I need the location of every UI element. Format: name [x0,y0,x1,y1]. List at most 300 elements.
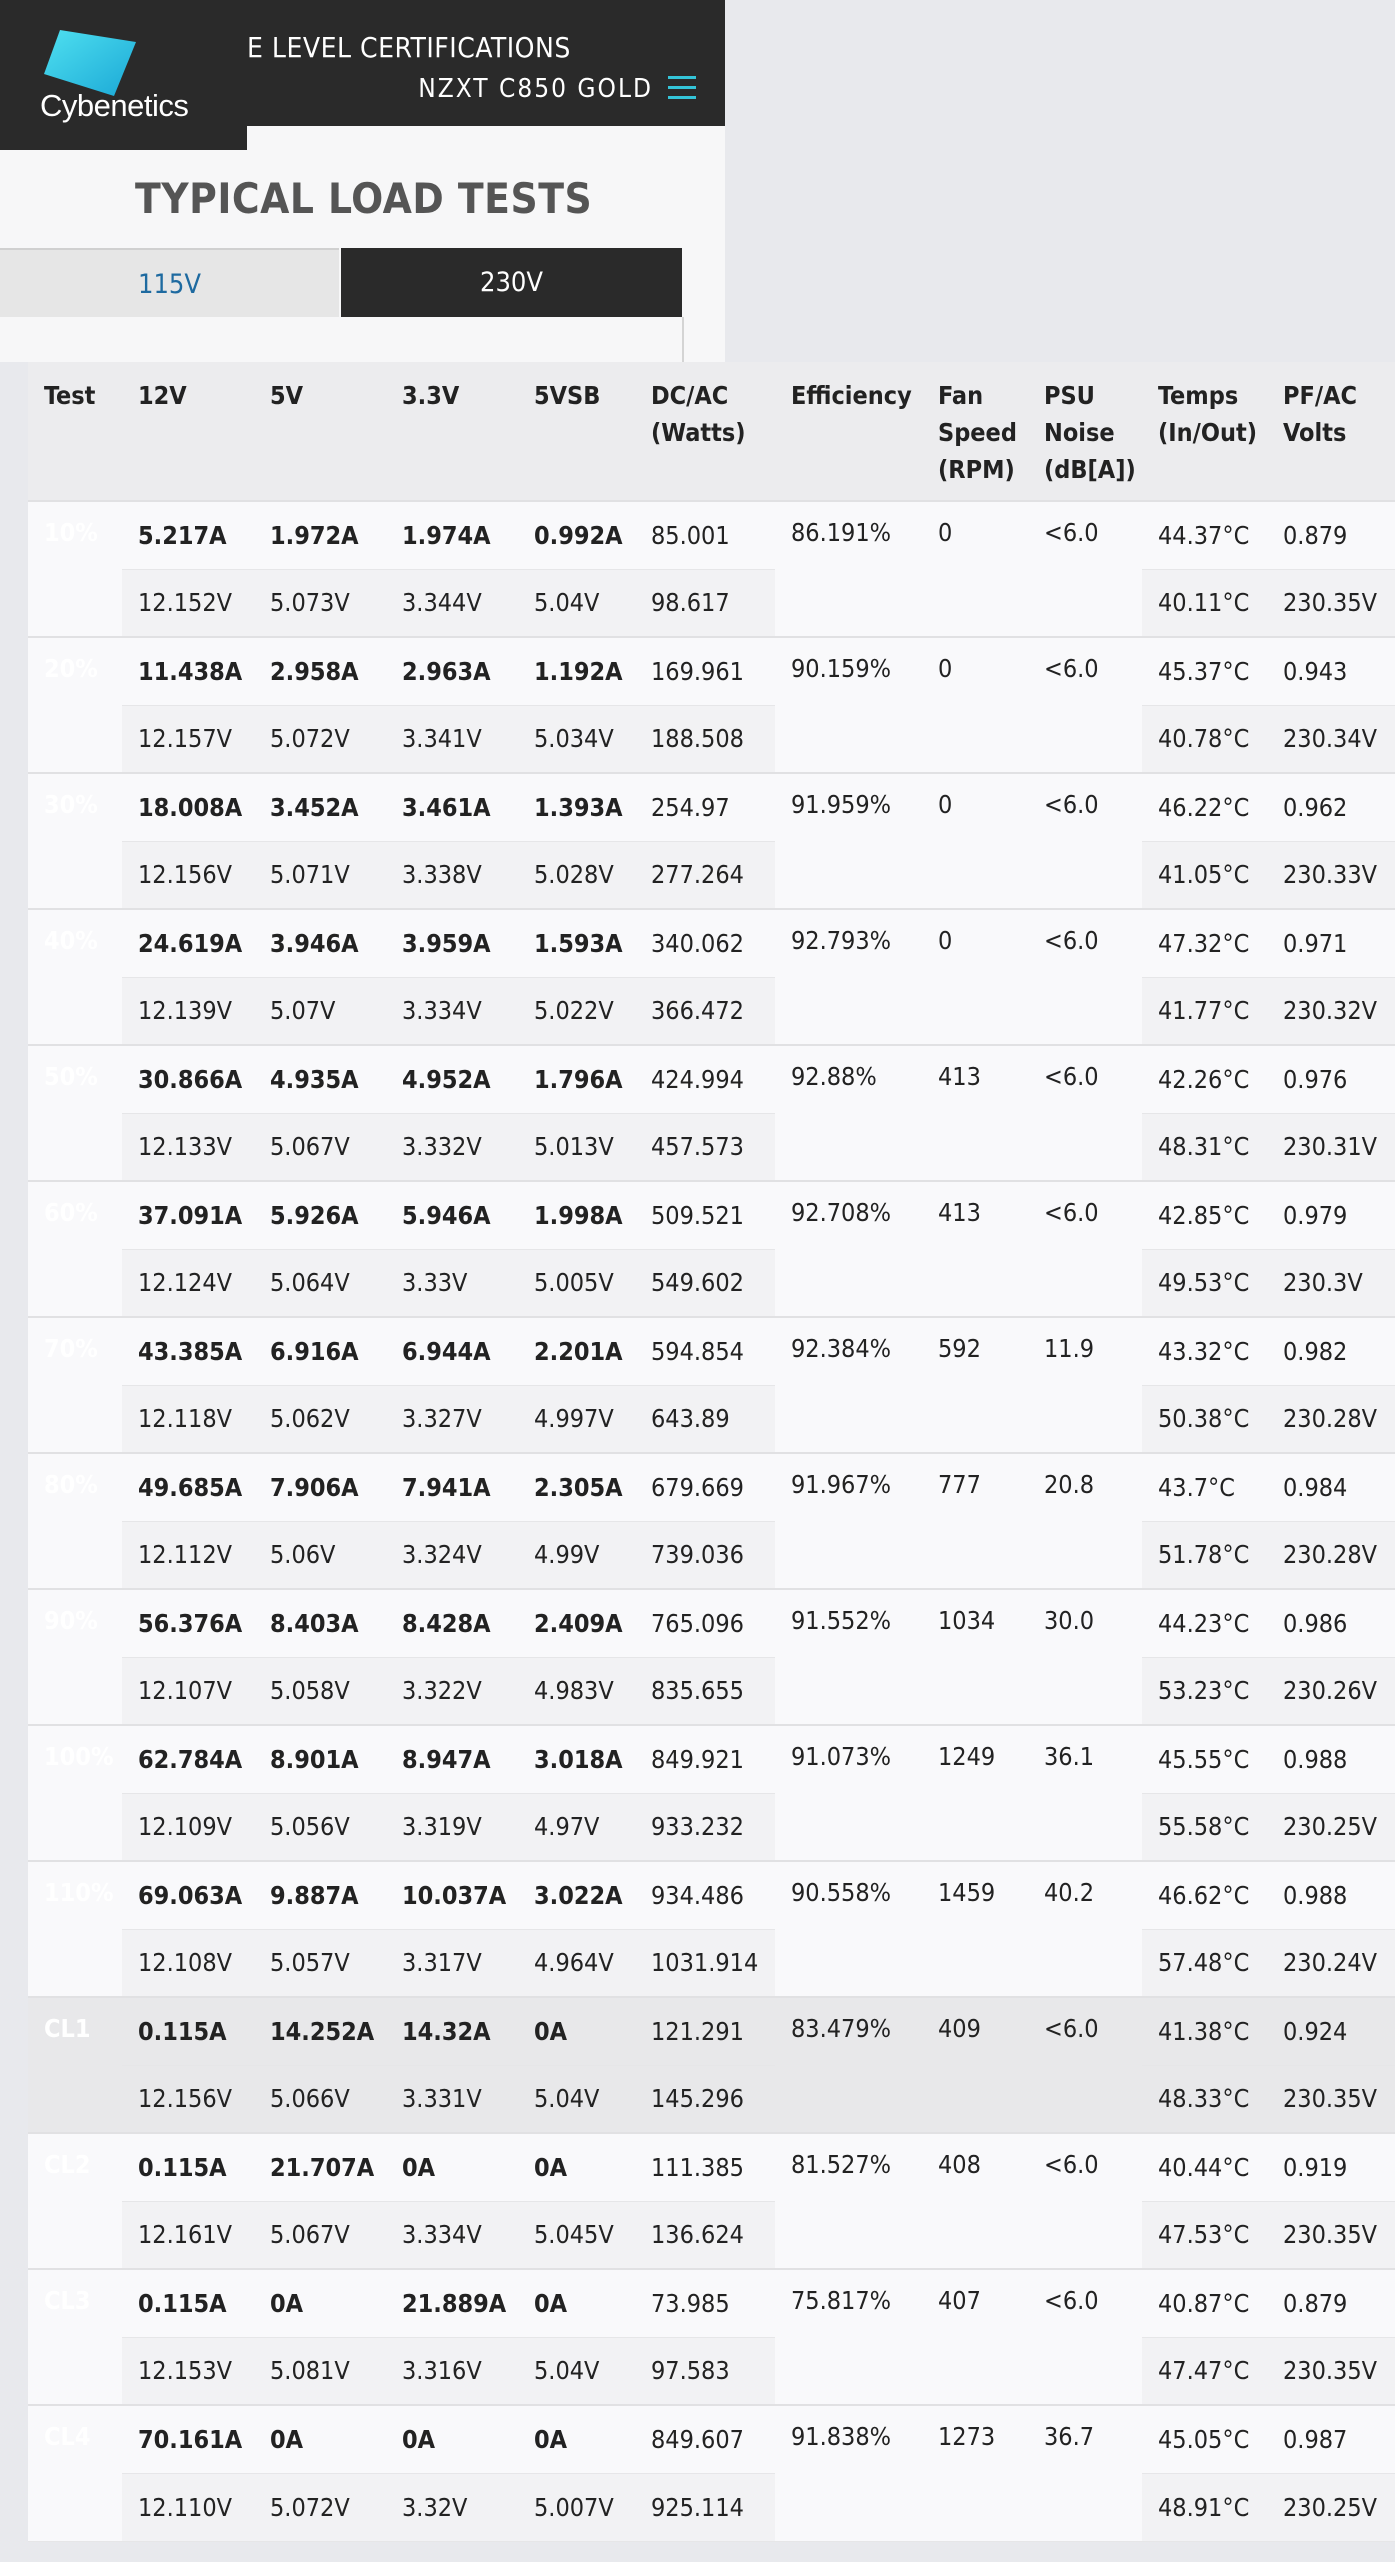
cell-dc: 424.994 [635,1045,775,1113]
cell-amp12: 0.115A [122,2133,254,2201]
cell-noise: 20.8 [1028,1453,1142,1589]
cell-acv: 230.34V [1267,705,1395,773]
cell-test: 100% [28,1725,122,1861]
cell-v5sb: 4.997V [518,1385,635,1453]
cell-v5: 5.062V [254,1385,386,1453]
cell-tout: 40.11°C [1142,569,1267,637]
col-header-5v: 5V [254,362,386,501]
cell-ac: 457.573 [635,1113,775,1181]
cell-fan: 413 [922,1045,1028,1181]
cell-eff: 83.479% [775,1997,922,2133]
cell-pf: 0.924 [1267,1997,1395,2065]
cell-acv: 230.24V [1267,1929,1395,1997]
cell-dc: 73.985 [635,2269,775,2337]
cell-noise: <6.0 [1028,637,1142,773]
cell-amp5: 3.452A [254,773,386,841]
table-row [28,773,1395,841]
cell-acv: 230.3V [1267,1249,1395,1317]
cell-eff: 90.558% [775,1861,922,1997]
cell-amp5: 5.926A [254,1181,386,1249]
cell-ac: 549.602 [635,1249,775,1317]
cell-test: 70% [28,1317,122,1453]
cell-amp5sb: 3.022A [518,1861,635,1929]
cell-v12: 12.118V [122,1385,254,1453]
cell-tout: 40.78°C [1142,705,1267,773]
cell-v12: 12.112V [122,1521,254,1589]
cell-acv: 230.26V [1267,1657,1395,1725]
table-row [28,977,1395,1045]
cell-amp12: 69.063A [122,1861,254,1929]
cell-pf: 0.982 [1267,1317,1395,1385]
cell-noise: <6.0 [1028,1997,1142,2133]
cell-pf: 0.962 [1267,773,1395,841]
cell-v5: 5.073V [254,569,386,637]
cell-eff: 91.552% [775,1589,922,1725]
cell-v5sb: 5.007V [518,2473,635,2541]
cell-tin: 45.37°C [1142,637,1267,705]
cell-test: 80% [28,1453,122,1589]
cell-tout: 48.91°C [1142,2473,1267,2541]
cell-eff: 81.527% [775,2133,922,2269]
cell-v5: 5.072V [254,2473,386,2541]
cell-tout: 57.48°C [1142,1929,1267,1997]
cell-eff: 91.959% [775,773,922,909]
cell-amp12: 43.385A [122,1317,254,1385]
cell-pf: 0.919 [1267,2133,1395,2201]
cell-amp5sb: 2.409A [518,1589,635,1657]
cell-amp12: 56.376A [122,1589,254,1657]
cell-v5: 5.067V [254,2201,386,2269]
logo[interactable] [0,0,247,150]
cell-v12: 12.153V [122,2337,254,2405]
cell-v5: 5.072V [254,705,386,773]
cell-v5: 5.067V [254,1113,386,1181]
cell-v5sb: 5.005V [518,1249,635,1317]
cell-v5: 5.071V [254,841,386,909]
cell-test: CL3 [28,2269,122,2405]
table-row [28,1249,1395,1317]
cell-amp5sb: 1.393A [518,773,635,841]
cell-tin: 44.23°C [1142,1589,1267,1657]
cell-fan: 0 [922,637,1028,773]
cell-tin: 42.26°C [1142,1045,1267,1113]
cell-v12: 12.110V [122,2473,254,2541]
table-header-row [28,362,1395,501]
cell-amp5sb: 3.018A [518,1725,635,1793]
cell-fan: 409 [922,1997,1028,2133]
cell-amp12: 18.008A [122,773,254,841]
cell-amp12: 5.217A [122,501,254,569]
cell-amp5: 8.403A [254,1589,386,1657]
cell-noise: <6.0 [1028,1045,1142,1181]
cell-v5sb: 5.034V [518,705,635,773]
cell-ac: 366.472 [635,977,775,1045]
cell-v5sb: 5.028V [518,841,635,909]
cell-ac: 643.89 [635,1385,775,1453]
cell-amp33: 8.428A [386,1589,518,1657]
cell-ac: 98.617 [635,569,775,637]
table-row [28,569,1395,637]
cell-tin: 44.37°C [1142,501,1267,569]
cell-test: 110% [28,1861,122,1997]
table-row [28,705,1395,773]
cell-tout: 47.53°C [1142,2201,1267,2269]
cell-v12: 12.108V [122,1929,254,1997]
cell-amp33: 5.946A [386,1181,518,1249]
cell-tout: 49.53°C [1142,1249,1267,1317]
table-row [28,1997,1395,2065]
cell-amp33: 7.941A [386,1453,518,1521]
cell-acv: 230.35V [1267,2065,1395,2133]
cell-v12: 12.152V [122,569,254,637]
cell-v5: 5.064V [254,1249,386,1317]
cell-amp5sb: 0.992A [518,501,635,569]
cell-fan: 0 [922,773,1028,909]
cell-amp5: 4.935A [254,1045,386,1113]
cell-v5: 5.056V [254,1793,386,1861]
logo-text: Cybenetics [40,88,189,123]
cell-tin: 42.85°C [1142,1181,1267,1249]
cell-ac: 835.655 [635,1657,775,1725]
cell-eff: 86.191% [775,501,922,637]
cell-amp5: 0A [254,2269,386,2337]
cell-amp12: 70.161A [122,2405,254,2473]
cell-eff: 91.073% [775,1725,922,1861]
cell-amp12: 30.866A [122,1045,254,1113]
cell-tin: 41.38°C [1142,1997,1267,2065]
col-header-3v3: 3.3V [386,362,518,501]
cell-amp5: 7.906A [254,1453,386,1521]
cell-v12: 12.161V [122,2201,254,2269]
cell-amp33: 1.974A [386,501,518,569]
col-header-pf-ac: PF/AC Volts [1267,362,1395,501]
cell-acv: 230.32V [1267,977,1395,1045]
cell-tout: 50.38°C [1142,1385,1267,1453]
cell-fan: 408 [922,2133,1028,2269]
cell-v33: 3.316V [386,2337,518,2405]
cell-dc: 849.607 [635,2405,775,2473]
table-row [28,2269,1395,2337]
cell-v33: 3.33V [386,1249,518,1317]
table-row [28,1181,1395,1249]
cell-ac: 277.264 [635,841,775,909]
cell-dc: 169.961 [635,637,775,705]
cell-amp33: 6.944A [386,1317,518,1385]
cell-amp33: 0A [386,2405,518,2473]
hamburger-menu-icon[interactable] [668,76,696,100]
cell-tout: 47.47°C [1142,2337,1267,2405]
cell-v5sb: 5.022V [518,977,635,1045]
cell-eff: 92.708% [775,1181,922,1317]
cell-amp12: 24.619A [122,909,254,977]
cell-noise: 36.7 [1028,2405,1142,2541]
cell-v12: 12.157V [122,705,254,773]
cell-amp5sb: 1.796A [518,1045,635,1113]
cell-tin: 47.32°C [1142,909,1267,977]
table-row [28,2133,1395,2201]
table-row [28,1453,1395,1521]
cell-v33: 3.319V [386,1793,518,1861]
cell-amp12: 49.685A [122,1453,254,1521]
divider [682,317,684,362]
cell-v33: 3.344V [386,569,518,637]
table-row [28,1317,1395,1385]
cell-tin: 43.7°C [1142,1453,1267,1521]
cell-pf: 0.979 [1267,1181,1395,1249]
cell-v5sb: 5.04V [518,2065,635,2133]
cell-amp33: 4.952A [386,1045,518,1113]
cell-pf: 0.879 [1267,2269,1395,2337]
cell-v33: 3.334V [386,977,518,1045]
cell-tin: 40.87°C [1142,2269,1267,2337]
cell-amp5sb: 1.998A [518,1181,635,1249]
cell-fan: 0 [922,501,1028,637]
cell-dc: 509.521 [635,1181,775,1249]
cell-v5: 5.06V [254,1521,386,1589]
cell-amp5: 9.887A [254,1861,386,1929]
cell-pf: 0.943 [1267,637,1395,705]
cell-fan: 0 [922,909,1028,1045]
cell-tin: 45.55°C [1142,1725,1267,1793]
cell-noise: 36.1 [1028,1725,1142,1861]
col-header-5vsb: 5VSB [518,362,635,501]
table-row [28,1521,1395,1589]
cell-ac: 188.508 [635,705,775,773]
cell-v12: 12.109V [122,1793,254,1861]
cell-noise: <6.0 [1028,501,1142,637]
cell-noise: <6.0 [1028,2133,1142,2269]
cell-tin: 40.44°C [1142,2133,1267,2201]
cell-eff: 90.159% [775,637,922,773]
table-row [28,1385,1395,1453]
cell-pf: 0.879 [1267,501,1395,569]
cell-ac: 97.583 [635,2337,775,2405]
table-row [28,1589,1395,1657]
cell-dc: 111.385 [635,2133,775,2201]
cell-eff: 75.817% [775,2269,922,2405]
cell-noise: 11.9 [1028,1317,1142,1453]
cell-v33: 3.332V [386,1113,518,1181]
cell-dc: 254.97 [635,773,775,841]
cell-tin: 46.22°C [1142,773,1267,841]
cell-fan: 592 [922,1317,1028,1453]
cell-tin: 45.05°C [1142,2405,1267,2473]
cell-pf: 0.984 [1267,1453,1395,1521]
cell-noise: <6.0 [1028,909,1142,1045]
cell-v12: 12.133V [122,1113,254,1181]
tab-230v[interactable]: 230V [341,248,682,317]
table-row [28,1725,1395,1793]
cell-amp5sb: 1.593A [518,909,635,977]
cell-ac: 925.114 [635,2473,775,2541]
col-header-test: Test [28,362,122,501]
cell-dc: 765.096 [635,1589,775,1657]
cell-pf: 0.988 [1267,1861,1395,1929]
cell-amp5: 14.252A [254,1997,386,2065]
cell-pf: 0.971 [1267,909,1395,977]
table-row [28,1113,1395,1181]
table-row [28,2065,1395,2133]
cell-acv: 230.35V [1267,2337,1395,2405]
cell-test: CL2 [28,2133,122,2269]
cell-pf: 0.976 [1267,1045,1395,1113]
cell-ac: 739.036 [635,1521,775,1589]
cell-acv: 230.28V [1267,1521,1395,1589]
cell-v5sb: 4.964V [518,1929,635,1997]
cell-dc: 340.062 [635,909,775,977]
cell-v12: 12.107V [122,1657,254,1725]
cell-amp5sb: 2.201A [518,1317,635,1385]
table-row [28,841,1395,909]
cell-amp5: 6.916A [254,1317,386,1385]
cell-amp12: 37.091A [122,1181,254,1249]
cell-v12: 12.156V [122,841,254,909]
cell-tout: 53.23°C [1142,1657,1267,1725]
cell-v5sb: 5.013V [518,1113,635,1181]
cell-test: 50% [28,1045,122,1181]
cell-amp5sb: 0A [518,2405,635,2473]
cell-fan: 1249 [922,1725,1028,1861]
cell-fan: 777 [922,1453,1028,1589]
cell-ac: 136.624 [635,2201,775,2269]
cell-test: CL1 [28,1997,122,2133]
cell-amp33: 3.461A [386,773,518,841]
cell-pf: 0.987 [1267,2405,1395,2473]
cell-amp5sb: 0A [518,2269,635,2337]
cell-ac: 933.232 [635,1793,775,1861]
cell-v33: 3.338V [386,841,518,909]
col-header-temps: Temps (In/Out) [1142,362,1267,501]
cell-v12: 12.139V [122,977,254,1045]
cell-amp33: 10.037A [386,1861,518,1929]
cell-tout: 41.05°C [1142,841,1267,909]
col-header-dc-ac: DC/AC (Watts) [635,362,775,501]
cell-v5: 5.07V [254,977,386,1045]
model-title: NZXT C850 GOLD [418,74,653,104]
cell-dc: 121.291 [635,1997,775,2065]
cell-noise: 30.0 [1028,1589,1142,1725]
cell-tout: 48.33°C [1142,2065,1267,2133]
table-row [28,2405,1395,2473]
table-row [28,2201,1395,2269]
cell-eff: 92.88% [775,1045,922,1181]
cell-tout: 51.78°C [1142,1521,1267,1589]
cell-test: CL4 [28,2405,122,2541]
cell-v5: 5.058V [254,1657,386,1725]
cell-amp5: 8.901A [254,1725,386,1793]
col-header-efficiency: Efficiency [775,362,922,501]
cell-test: 30% [28,773,122,909]
tab-115v[interactable]: 115V [0,248,339,317]
cell-tin: 46.62°C [1142,1861,1267,1929]
cell-amp5: 0A [254,2405,386,2473]
cell-amp33: 0A [386,2133,518,2201]
cell-v33: 3.322V [386,1657,518,1725]
cell-test: 20% [28,637,122,773]
cell-test: 40% [28,909,122,1045]
cell-v33: 3.331V [386,2065,518,2133]
cell-dc: 849.921 [635,1725,775,1793]
cell-v5: 5.081V [254,2337,386,2405]
cell-amp33: 14.32A [386,1997,518,2065]
cell-acv: 230.25V [1267,1793,1395,1861]
table-row [28,1657,1395,1725]
cell-amp33: 8.947A [386,1725,518,1793]
table-row [28,1861,1395,1929]
cell-v33: 3.317V [386,1929,518,1997]
cell-amp33: 2.963A [386,637,518,705]
cell-eff: 92.384% [775,1317,922,1453]
cell-amp12: 11.438A [122,637,254,705]
cell-v12: 12.124V [122,1249,254,1317]
cell-v5sb: 4.983V [518,1657,635,1725]
cell-amp5: 21.707A [254,2133,386,2201]
cell-eff: 91.967% [775,1453,922,1589]
cell-tin: 43.32°C [1142,1317,1267,1385]
cell-v5: 5.057V [254,1929,386,1997]
cell-acv: 230.35V [1267,2201,1395,2269]
col-header-fan-speed: Fan Speed (RPM) [922,362,1028,501]
cell-dc: 594.854 [635,1317,775,1385]
cell-test: 90% [28,1589,122,1725]
cell-v5sb: 4.99V [518,1521,635,1589]
cell-noise: <6.0 [1028,773,1142,909]
cell-amp12: 62.784A [122,1725,254,1793]
cell-amp33: 3.959A [386,909,518,977]
table-row [28,637,1395,705]
cell-noise: <6.0 [1028,2269,1142,2405]
cell-v33: 3.341V [386,705,518,773]
col-header-12v: 12V [122,362,254,501]
cell-amp5: 1.972A [254,501,386,569]
cell-v33: 3.32V [386,2473,518,2541]
cell-acv: 230.31V [1267,1113,1395,1181]
cell-v5sb: 5.04V [518,569,635,637]
cell-pf: 0.988 [1267,1725,1395,1793]
cell-v33: 3.327V [386,1385,518,1453]
cell-tout: 41.77°C [1142,977,1267,1045]
col-header-noise: PSU Noise (dB[A]) [1028,362,1142,501]
cell-fan: 1459 [922,1861,1028,1997]
table-row [28,501,1395,569]
cell-amp5sb: 2.305A [518,1453,635,1521]
load-tests-table [28,362,1395,2542]
cell-ac: 145.296 [635,2065,775,2133]
cell-v5sb: 5.04V [518,2337,635,2405]
cell-dc: 934.486 [635,1861,775,1929]
cell-test: 60% [28,1181,122,1317]
cell-eff: 91.838% [775,2405,922,2541]
cell-amp12: 0.115A [122,1997,254,2065]
cell-tout: 55.58°C [1142,1793,1267,1861]
voltage-tabs [0,248,684,317]
cell-fan: 1034 [922,1589,1028,1725]
table-row [28,1929,1395,1997]
cell-eff: 92.793% [775,909,922,1045]
table-row [28,2337,1395,2405]
cell-pf: 0.986 [1267,1589,1395,1657]
cell-amp5: 2.958A [254,637,386,705]
cell-acv: 230.35V [1267,569,1395,637]
cell-amp12: 0.115A [122,2269,254,2337]
cell-fan: 413 [922,1181,1028,1317]
cell-fan: 1273 [922,2405,1028,2541]
cell-v33: 3.324V [386,1521,518,1589]
cell-acv: 230.33V [1267,841,1395,909]
cell-dc: 679.669 [635,1453,775,1521]
cell-amp5sb: 0A [518,1997,635,2065]
table-row [28,1793,1395,1861]
